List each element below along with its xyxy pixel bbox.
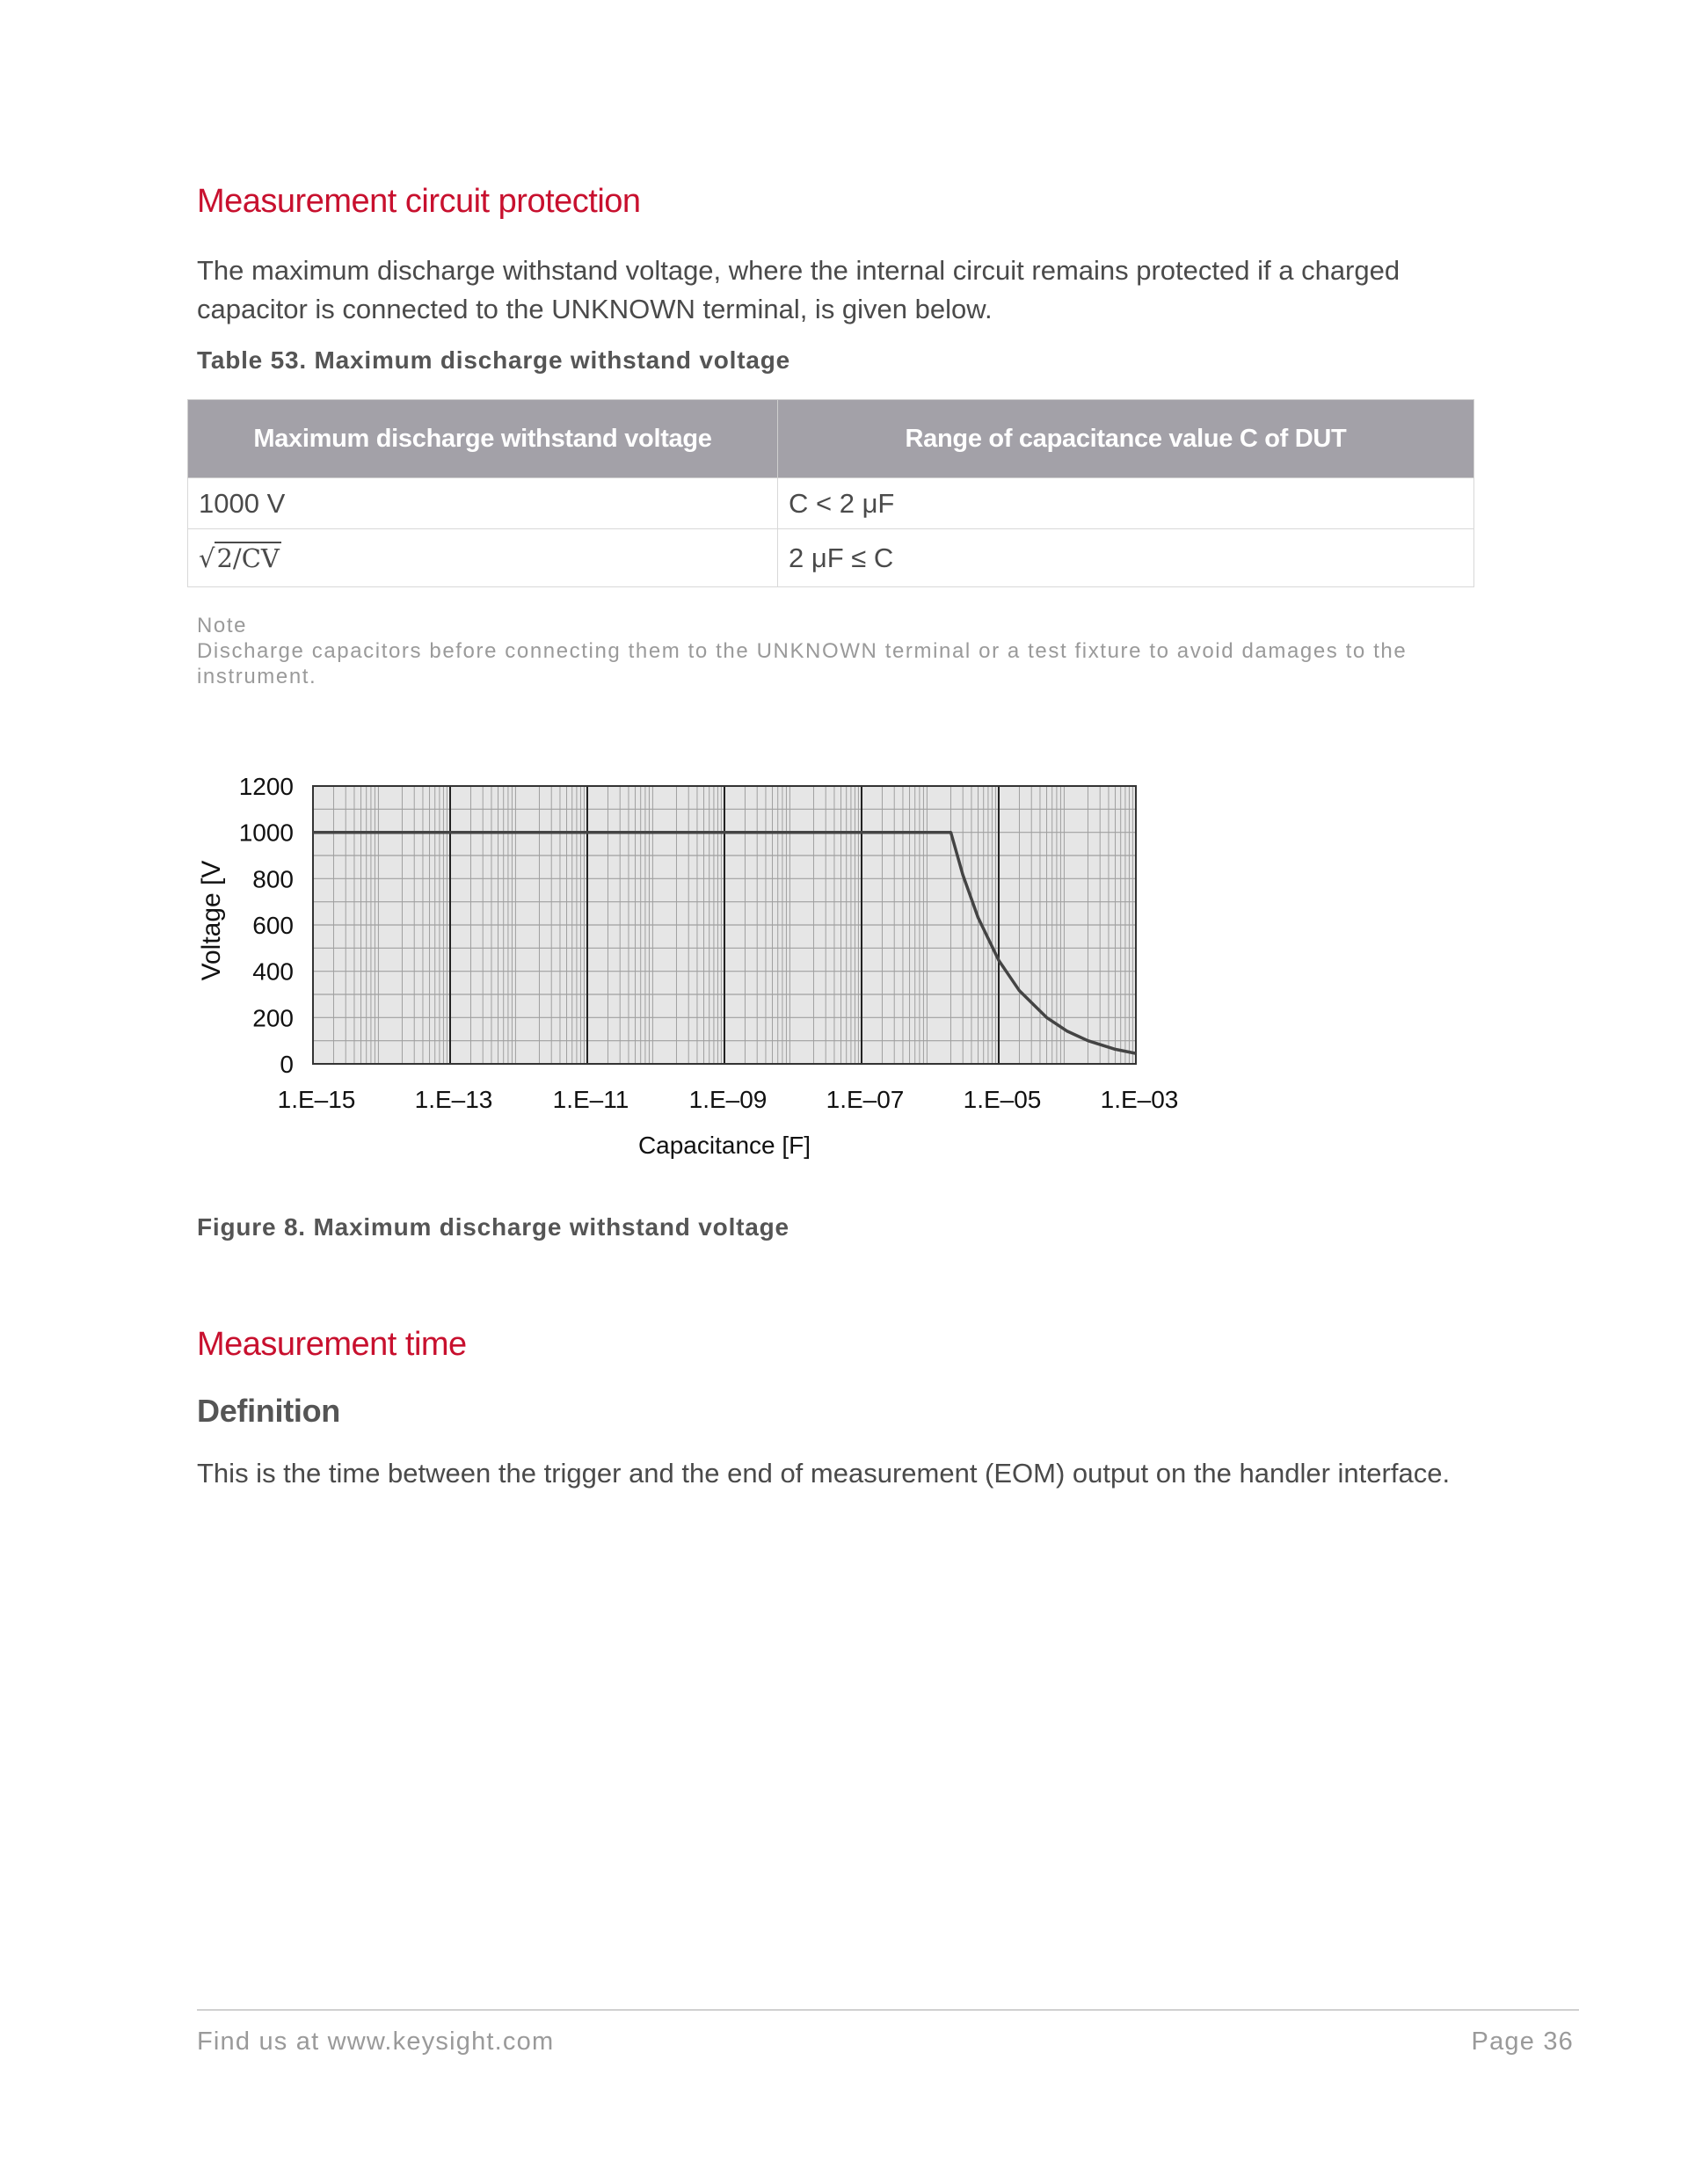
sqrt-formula xyxy=(199,542,281,573)
y-tick-label: 400 xyxy=(252,957,294,986)
figure-caption: Figure 8. Maximum discharge withstand voltage xyxy=(197,1213,789,1241)
x-tick-label: 1.E–05 xyxy=(963,1086,1042,1113)
paragraph-line-2: capacitor is connected to the UNKNOWN terminal, is given below. xyxy=(197,294,993,324)
page-number: Page 36 xyxy=(1471,2027,1574,2056)
sqrt-symbol: √ xyxy=(199,542,215,573)
x-axis-title: Capacitance [F] xyxy=(637,1132,811,1159)
y-axis-title: Voltage [V xyxy=(197,860,226,981)
y-tick-label: 1200 xyxy=(238,773,294,800)
x-tick-label: 1.E–15 xyxy=(277,1086,356,1113)
protection-paragraph xyxy=(197,251,1498,329)
y-tick-label: 200 xyxy=(252,1004,294,1032)
discharge-voltage-chart xyxy=(185,756,1240,1169)
table-header-row xyxy=(188,400,1474,478)
table-header-voltage: Maximum discharge withstand voltage xyxy=(188,400,778,478)
section-title-circuit-protection: Measurement circuit protection xyxy=(197,183,641,220)
table-header-capacitance-range: Range of capacitance value C of DUT xyxy=(778,400,1474,478)
section-title-measurement-time: Measurement time xyxy=(197,1326,467,1363)
table-cell: 2 μF ≤ C xyxy=(778,529,1474,587)
table-row xyxy=(188,529,1474,587)
x-tick-label: 1.E–11 xyxy=(552,1086,629,1113)
footer-divider xyxy=(197,2009,1579,2011)
discharge-voltage-table xyxy=(187,399,1474,587)
definition-paragraph: This is the time between the trigger and the end of measurement (EOM) output on the handler interface. xyxy=(197,1458,1451,1489)
footer-website-link[interactable]: Find us at www.keysight.com xyxy=(197,2027,555,2056)
y-tick-label: 800 xyxy=(252,865,294,893)
x-tick-label: 1.E–09 xyxy=(688,1086,768,1113)
definition-heading: Definition xyxy=(197,1393,340,1429)
sqrt-radicand: 2/CV xyxy=(216,542,280,573)
y-tick-label: 0 xyxy=(280,1051,294,1078)
table-cell: 1000 V xyxy=(188,478,778,529)
note-block xyxy=(197,613,1472,689)
table-caption: Table 53. Maximum discharge withstand voltage xyxy=(197,346,790,374)
x-tick-label: 1.E–03 xyxy=(1100,1086,1179,1113)
y-tick-label: 600 xyxy=(252,912,294,939)
paragraph-line-1: The maximum discharge withstand voltage, where the internal circuit remains protected if a charged xyxy=(197,255,1401,286)
x-tick-label: 1.E–07 xyxy=(826,1086,905,1113)
x-tick-label: 1.E–13 xyxy=(414,1086,493,1113)
y-tick-label: 1000 xyxy=(238,819,294,847)
table-cell-formula xyxy=(188,529,778,587)
note-text: Discharge capacitors before connecting them to the UNKNOWN terminal or a test fixture to avoid damages to the instrument. xyxy=(197,639,1408,688)
note-label: Note xyxy=(197,614,248,637)
table-row xyxy=(188,478,1474,529)
table-cell: C < 2 μF xyxy=(778,478,1474,529)
